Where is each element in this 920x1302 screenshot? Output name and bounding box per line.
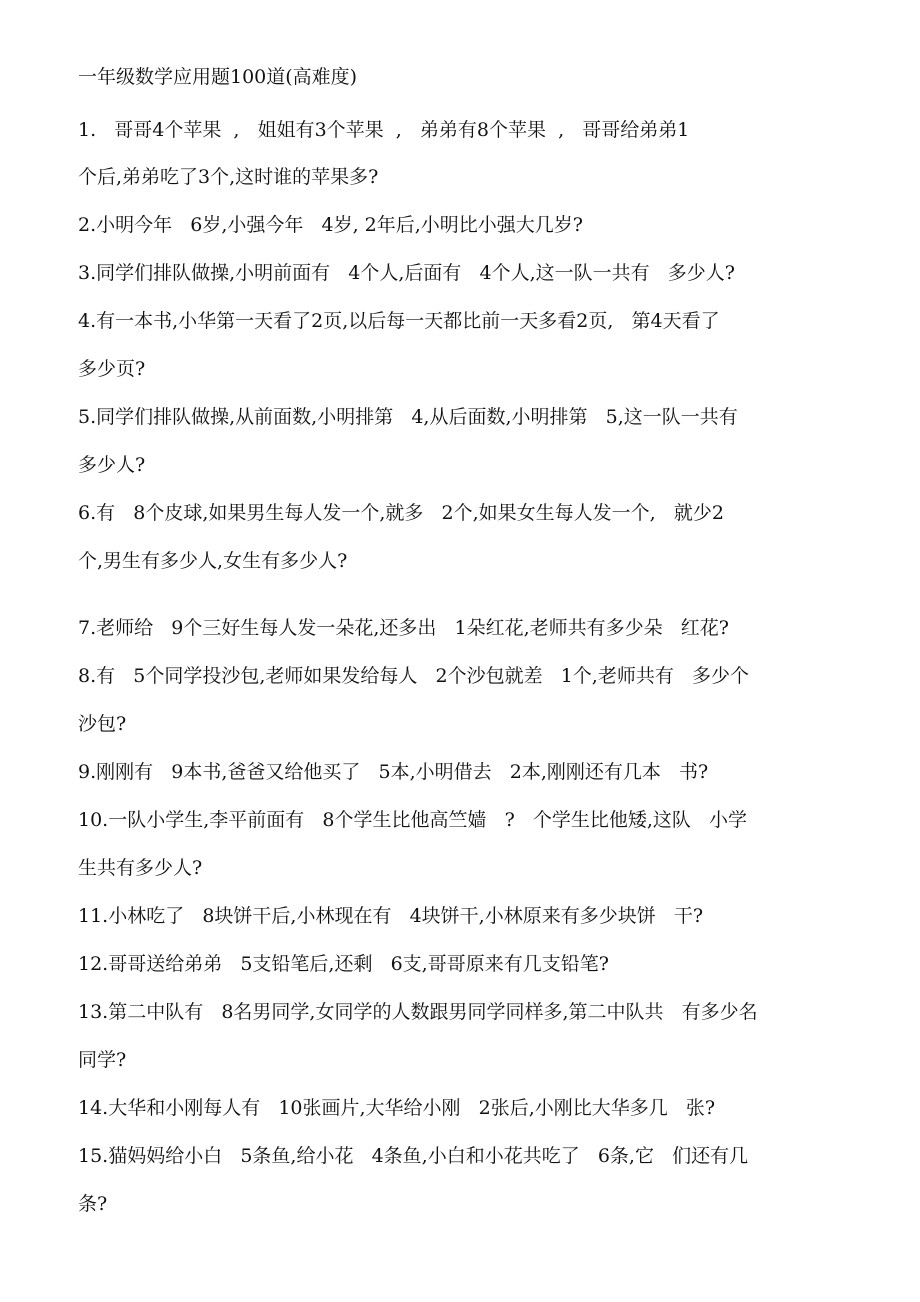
text-line: 6.有 8个皮球,如果男生每人发一个,就多 2个,如果女生每人发一个, 就少2 bbox=[78, 502, 724, 524]
text-line: 8.有 5个同学投沙包,老师如果发给每人 2个沙包就差 1个,老师共有 多少个 bbox=[78, 665, 749, 687]
text-line: 10.一队小学生,李平前面有 8个学生比他高竺嫱 ? 个学生比他矮,这队 小学 bbox=[78, 809, 748, 831]
text-line: 9.刚刚有 9本书,爸爸又给他买了 5本,小明借去 2本,刚刚还有几本 书? bbox=[78, 761, 709, 783]
text-line: 5.同学们排队做操,从前面数,小明排第 4,从后面数,小明排第 5,这一队一共有 bbox=[78, 406, 738, 428]
text-line: 4.有一本书,小华第一天看了2页,以后每一天都比前一天多看2页, 第4天看了 bbox=[78, 310, 720, 332]
text-line: 11.小林吃了 8块饼干后,小林现在有 4块饼干,小林原来有多少块饼 干? bbox=[78, 905, 704, 927]
document-title: 一年级数学应用题100道(高难度) bbox=[78, 66, 358, 88]
text-line: 沙包? bbox=[78, 713, 127, 735]
text-line: 多少人? bbox=[78, 454, 146, 476]
text-line: 个,男生有多少人,女生有多少人? bbox=[78, 550, 348, 572]
text-line: 7.老师给 9个三好生每人发一朵花,还多出 1朵红花,老师共有多少朵 红花? bbox=[78, 617, 729, 639]
text-line: 多少页? bbox=[78, 358, 146, 380]
text-line: 15.猫妈妈给小白 5条鱼,给小花 4条鱼,小白和小花共吃了 6条,它 们还有几 bbox=[78, 1145, 749, 1167]
text-line: 13.第二中队有 8名男同学,女同学的人数跟男同学同样多,第二中队共 有多少名 bbox=[78, 1001, 758, 1023]
text-line: 个后,弟弟吃了3个,这时谁的苹果多? bbox=[78, 166, 379, 188]
text-line: 12.哥哥送给弟弟 5支铅笔后,还剩 6支,哥哥原来有几支铅笔? bbox=[78, 953, 609, 975]
text-line: 2.小明今年 6岁,小强今年 4岁, 2年后,小明比小强大几岁? bbox=[78, 214, 583, 236]
text-line: 14.大华和小刚每人有 10张画片,大华给小刚 2张后,小刚比大华多几 张? bbox=[78, 1097, 716, 1119]
text-line: 条? bbox=[78, 1193, 108, 1215]
text-line: 同学? bbox=[78, 1049, 127, 1071]
text-line: 1. 哥哥4个苹果 , 姐姐有3个苹果 , 弟弟有8个苹果 , 哥哥给弟弟1 bbox=[78, 119, 690, 141]
text-line: 生共有多少人? bbox=[78, 857, 203, 879]
text-line: 3.同学们排队做操,小明前面有 4个人,后面有 4个人,这一队一共有 多少人? bbox=[78, 262, 735, 284]
